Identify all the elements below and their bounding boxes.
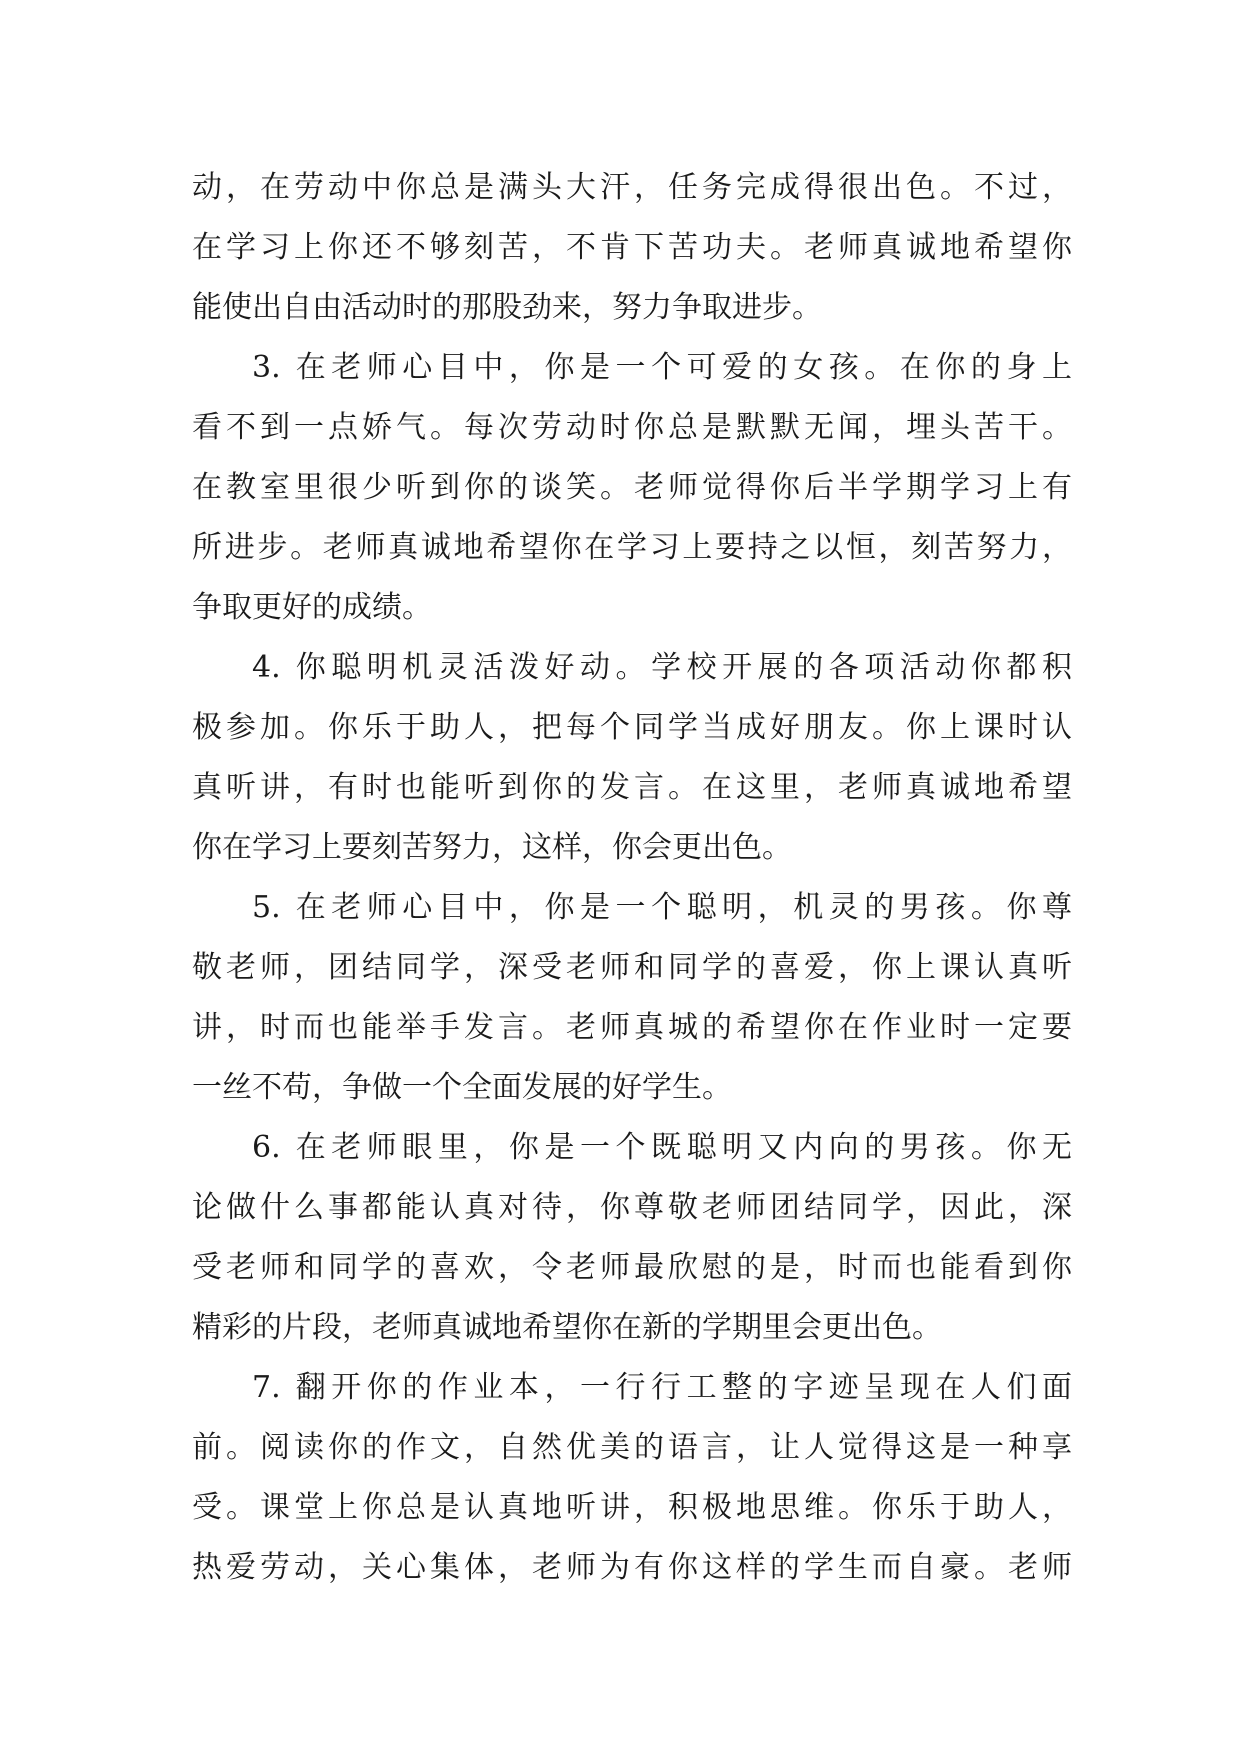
text-line: 能使出自由活动时的那股劲来，努力争取进步。 xyxy=(192,290,822,325)
text-line: 一丝不苟，争做一个全面发展的好学生。 xyxy=(192,1070,732,1105)
document-body xyxy=(192,158,1072,1598)
text-line: 动，在劳动中你总是满头大汗，任务完成得很出色。不过， xyxy=(192,170,1072,205)
text-line: 讲，时而也能举手发言。老师真城的希望你在作业时一定要 xyxy=(192,1010,1072,1045)
text-line: 所进步。老师真诚地希望你在学习上要持之以恒，刻苦努力， xyxy=(192,530,1072,565)
text-line: 敬老师，团结同学，深受老师和同学的喜爱，你上课认真听 xyxy=(192,950,1072,985)
text-line: 4. 你聪明机灵活泼好动。学校开展的各项活动你都积 xyxy=(252,650,1072,685)
text-line: 3. 在老师心目中，你是一个可爱的女孩。在你的身上 xyxy=(252,350,1072,385)
text-line: 7. 翻开你的作业本，一行行工整的字迹呈现在人们面 xyxy=(252,1370,1072,1405)
text-line: 争取更好的成绩。 xyxy=(192,590,432,625)
text-line: 受。课堂上你总是认真地听讲，积极地思维。你乐于助人， xyxy=(192,1490,1072,1525)
text-line: 在学习上你还不够刻苦，不肯下苦功夫。老师真诚地希望你 xyxy=(192,230,1072,265)
text-line: 5. 在老师心目中，你是一个聪明，机灵的男孩。你尊 xyxy=(252,890,1072,925)
text-line: 精彩的片段，老师真诚地希望你在新的学期里会更出色。 xyxy=(192,1310,942,1345)
text-line: 极参加。你乐于助人，把每个同学当成好朋友。你上课时认 xyxy=(192,710,1072,745)
text-line: 6. 在老师眼里，你是一个既聪明又内向的男孩。你无 xyxy=(252,1130,1072,1165)
text-line: 你在学习上要刻苦努力，这样，你会更出色。 xyxy=(192,830,792,865)
text-line: 前。阅读你的作文，自然优美的语言，让人觉得这是一种享 xyxy=(192,1430,1072,1465)
text-line: 论做什么事都能认真对待，你尊敬老师团结同学，因此，深 xyxy=(192,1190,1072,1225)
text-line: 受老师和同学的喜欢，令老师最欣慰的是，时而也能看到你 xyxy=(192,1250,1072,1285)
text-line: 看不到一点娇气。每次劳动时你总是默默无闻，埋头苦干。 xyxy=(192,410,1072,445)
text-line: 热爱劳动，关心集体，老师为有你这样的学生而自豪。老师 xyxy=(192,1550,1072,1585)
text-line: 在教室里很少听到你的谈笑。老师觉得你后半学期学习上有 xyxy=(192,470,1072,505)
text-line: 真听讲，有时也能听到你的发言。在这里，老师真诚地希望 xyxy=(192,770,1072,805)
